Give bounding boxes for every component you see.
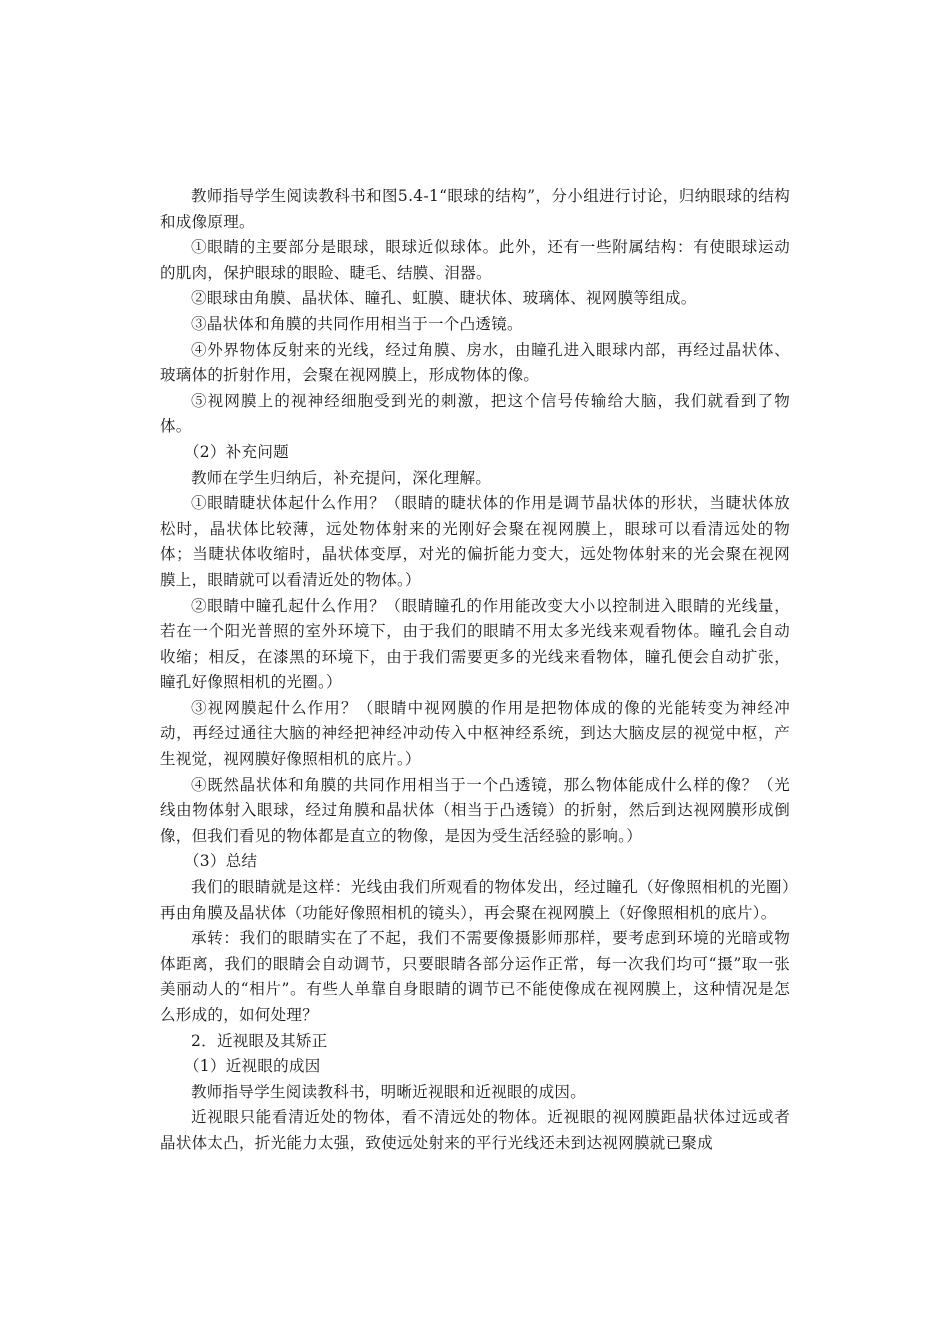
- paragraph: ③视网膜起什么作用？（眼睛中视网膜的作用是把物体成的像的光能转变为神经冲动，再经过通往大脑的神经把神经冲动传入中枢神经系统，到达大脑皮层的视觉中枢，产生视觉，视网膜好像照相机的底片。）: [160, 698, 790, 769]
- paragraph: 我们的眼睛就是这样：光线由我们所观看的物体发出，经过瞳孔（好像照相机的光圈）再由角膜及晶状体（功能好像照相机的镜头），再会聚在视网膜上（好像照相机的底片）。: [160, 878, 790, 922]
- paragraph: 教师指导学生阅读教科书，明晰近视眼和近视眼的成因。: [191, 1082, 587, 1101]
- section-heading: （3）总结: [184, 852, 258, 871]
- paragraph: 承转：我们的眼睛实在了不起，我们不需要像摄影师那样，要考虑到环境的光暗或物体距离，我们的眼睛会自动调节，只要眼睛各部分运作正常，每一次我们均可“摄”取一张美丽动人的“相片”。有些人单靠自身眼睛的调节已不能使像成在视网膜上，这种情况是怎么形成的，如何处理？: [160, 929, 790, 1024]
- section-heading: （2）补充问题: [184, 442, 289, 461]
- section-heading: （1）近视眼的成因: [184, 1057, 321, 1076]
- paragraph: ②眼球由角膜、晶状体、瞳孔、虹膜、睫状体、玻璃体、视网膜等组成。: [191, 289, 697, 308]
- paragraph: ④既然晶状体和角膜的共同作用相当于一个凸透镜，那么物体能成什么样的像？（光线由物体射入眼球，经过角膜和晶状体（相当于凸透镜）的折射，然后到达视网膜形成倒像，但我们看见的物体都是直立的物像，是因为受生活经验的影响。）: [160, 775, 790, 845]
- paragraph: ①眼睛睫状体起什么作用？（眼睛的睫状体的作用是调节晶状体的形状，当睫状体放松时，晶状体比较薄，远处物体射来的光刚好会聚在视网膜上，眼球可以看清远处的物体；当睫状体收缩时，晶状体变厚，对光的偏折能力变大，远处物体射来的光会聚在视网膜上，眼睛就可以看清近处的物体。）: [160, 494, 790, 589]
- document-page: [160, 184, 790, 1157]
- paragraph: 近视眼只能看清近处的物体，看不清远处的物体。近视眼的视网膜距晶状体过远或者晶状体太凸，折光能力太强，致使远处射来的平行光线还未到达视网膜就已聚成: [160, 1108, 790, 1152]
- paragraph: 教师在学生归纳后，补充提问，深化理解。: [191, 468, 492, 487]
- paragraph: ②眼睛中瞳孔起什么作用？（眼睛瞳孔的作用能改变大小以控制进入眼睛的光线量，若在一个阳光普照的室外环境下，由于我们的眼睛不用太多光线来观看物体。瞳孔会自动收缩；相反，在漆黑的环境下，由于我们需要更多的光线来看物体，瞳孔便会自动扩张，瞳孔好像照相机的光圈。）: [160, 596, 790, 692]
- paragraph: 教师指导学生阅读教科书和图5.4-1“眼球的结构”，分小组进行讨论，归纳眼球的结构和成像原理。: [160, 187, 790, 231]
- paragraph: ④外界物体反射来的光线，经过角膜、房水，由瞳孔进入眼球内部，再经过晶状体、玻璃体的折射作用，会聚在视网膜上，形成物体的像。: [160, 340, 790, 385]
- paragraph: ③晶状体和角膜的共同作用相当于一个凸透镜。: [191, 314, 523, 333]
- section-title: 2．近视眼及其矫正: [191, 1031, 328, 1050]
- paragraph: ①眼睛的主要部分是眼球，眼球近似球体。此外，还有一些附属结构：有使眼球运动的肌肉，保护眼球的眼睑、睫毛、结膜、泪器。: [160, 238, 790, 282]
- paragraph: ⑤视网膜上的视神经细胞受到光的刺激，把这个信号传输给大脑，我们就看到了物体。: [160, 391, 790, 436]
